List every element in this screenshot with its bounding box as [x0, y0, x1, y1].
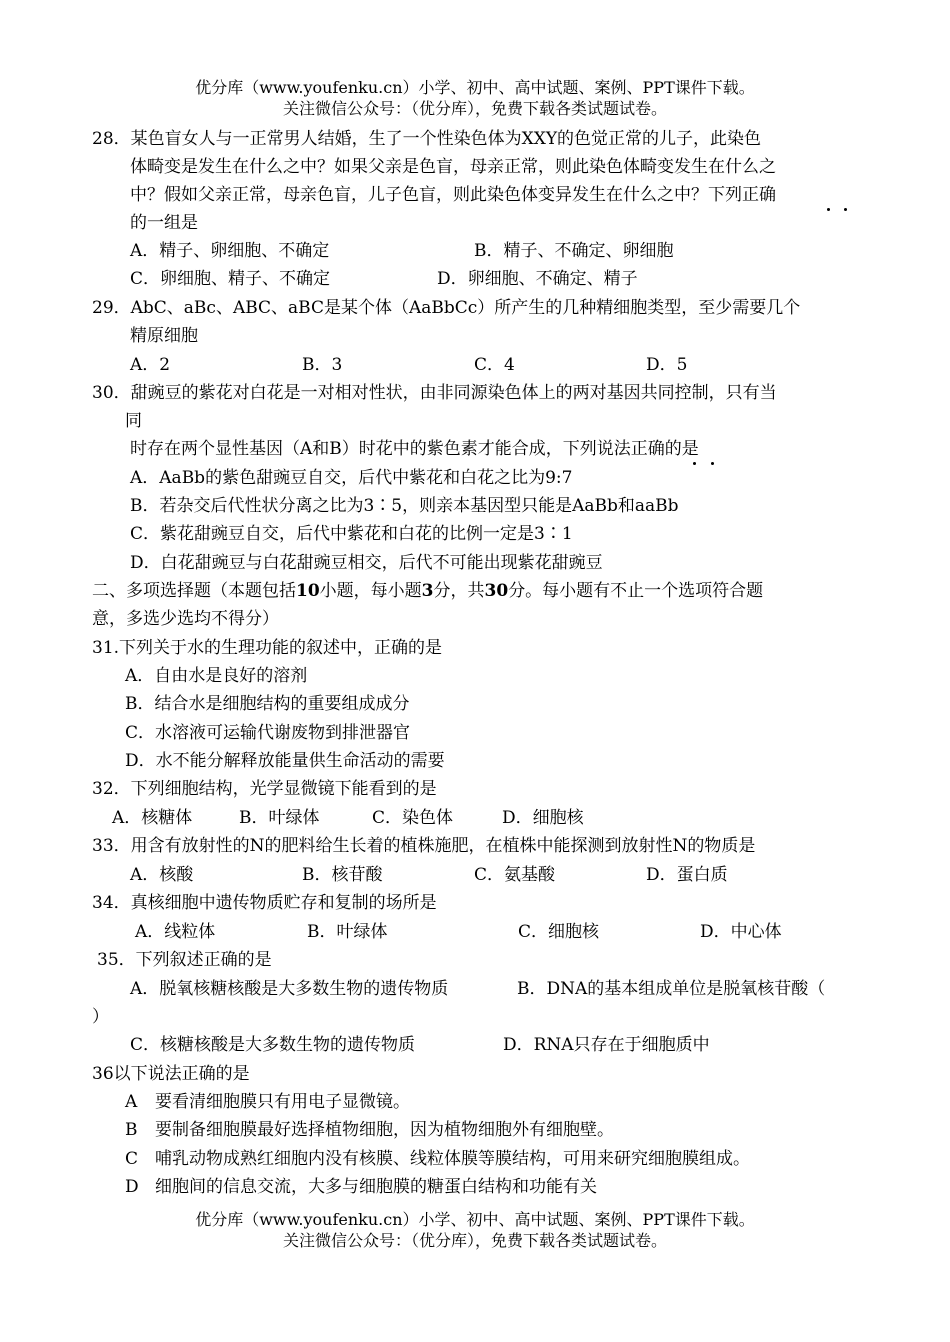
- q31-option-b: B．结合水是细胞结构的重要组成成分: [125, 694, 410, 714]
- footer-line-2: 关注微信公众号：（优分库），免费下载各类试题试卷。: [282, 1231, 667, 1250]
- q31-stem: 31.下列关于水的生理功能的叙述中，正确的是: [92, 638, 443, 658]
- q30-stem-line-3: 时存在两个显性基因（A和B）时花中的紫色素才能合成，下列说法正确的是: [130, 439, 699, 459]
- q29-option-d: D．5: [646, 355, 688, 375]
- q32-stem: 32．下列细胞结构，光学显微镜下能看到的是: [92, 779, 437, 799]
- footer-line-1: 优分库（www.youfenku.cn）小学、初中、高中试题、案例、PPT课件下载。: [195, 1210, 755, 1229]
- q33-stem: 33．用含有放射性的N的肥料给生长着的植株施肥，在植株中能探测到放射性N的物质是: [92, 836, 756, 856]
- q29-option-a: A．2: [130, 355, 171, 375]
- q33-option-a: A．核酸: [130, 865, 194, 885]
- q30-option-d: D．白花甜豌豆与白花甜豌豆相交，后代不可能出现紫花甜豌豆: [130, 553, 603, 573]
- q36-option-c-text: 哺乳动物成熟红细胞内没有核膜、线粒体膜等膜结构，可用来研究细胞膜组成。: [155, 1149, 750, 1169]
- q28-stem-line-1: 28．某色盲女人与一正常男人结婚，生了一个性染色体为XXY的色觉正常的儿子，此染色: [92, 129, 762, 149]
- q32-option-c: C．染色体: [372, 808, 454, 828]
- q36-option-b-text: 要制备细胞膜最好选择植物细胞，因为植物细胞外有细胞壁。: [155, 1120, 614, 1140]
- q36-option-a-label: A: [125, 1092, 138, 1112]
- q36-option-a-text: 要看清细胞膜只有用电子显微镜。: [155, 1092, 410, 1112]
- q34-option-d: D．中心体: [700, 922, 782, 942]
- q28-option-b: B．精子、不确定、卵细胞: [474, 241, 674, 261]
- q34-option-c: C．细胞核: [518, 922, 600, 942]
- q36-option-c-label: C: [125, 1149, 139, 1169]
- q30-option-c: C．紫花甜豌豆自交，后代中紫花和白花的比例一定是3∶1: [130, 524, 573, 544]
- q28-option-d: D．卵细胞、不确定、精子: [437, 269, 638, 289]
- section-2-heading-line-2: 意，多选少选均不得分）: [92, 609, 279, 629]
- q29-stem-line-1: 29．AbC、aBc、ABC、aBC是某个体（AaBbCc）所产生的几种精细胞类型，至少需要几个: [92, 298, 801, 318]
- q35-option-b-continued: ）: [92, 1007, 109, 1027]
- q32-option-d: D．细胞核: [502, 808, 584, 828]
- q36-stem: 36以下说法正确的是: [92, 1064, 250, 1084]
- header-line-2: 关注微信公众号：（优分库），免费下载各类试题试卷。: [282, 99, 667, 118]
- q30-option-b: B．若杂交后代性状分离之比为3∶5，则亲本基因型只能是AaBb和aaBb: [130, 496, 679, 516]
- q31-option-a: A．自由水是良好的溶剂: [125, 666, 308, 686]
- q35-option-c: C．核糖核酸是大多数生物的遗传物质: [130, 1035, 416, 1055]
- q35-stem: 35．下列叙述正确的是: [97, 950, 272, 970]
- q35-option-a: A．脱氧核糖核酸是大多数生物的遗传物质: [130, 979, 449, 999]
- q34-stem: 34．真核细胞中遗传物质贮存和复制的场所是: [92, 893, 437, 913]
- q36-option-d-label: D: [125, 1177, 139, 1197]
- q30-stem-line-2: 同: [125, 411, 142, 431]
- q31-option-c: C．水溶液可运输代谢废物到排泄器官: [125, 723, 411, 743]
- q33-option-c: C．氨基酸: [474, 865, 556, 885]
- q31-option-d: D．水不能分解释放能量供生命活动的需要: [125, 751, 445, 771]
- q30-stem-line-1: 30．甜豌豆的紫花对白花是一对相对性状，由非同源染色体上的两对基因共同控制，只有当: [92, 383, 777, 403]
- q34-option-b: B．叶绿体: [307, 922, 388, 942]
- q28-stem-line-4: 的一组是: [130, 213, 198, 233]
- emphasis-dot: [693, 462, 696, 465]
- emphasis-dot: [827, 208, 830, 211]
- q35-option-d: D．RNA只存在于细胞质中: [503, 1035, 710, 1055]
- q32-option-b: B．叶绿体: [239, 808, 320, 828]
- q32-option-a: A．核糖体: [112, 808, 193, 828]
- q29-option-b: B．3: [302, 355, 343, 375]
- q35-option-b: B．DNA的基本组成单位是脱氧核苷酸（: [517, 979, 826, 999]
- q36-option-d-text: 细胞间的信息交流，大多与细胞膜的糖蛋白结构和功能有关: [155, 1177, 597, 1197]
- emphasis-dot: [711, 462, 714, 465]
- q28-option-c: C．卵细胞、精子、不确定: [130, 269, 331, 289]
- q34-option-a: A．线粒体: [135, 922, 216, 942]
- q28-stem-line-3: 中？假如父亲正常，母亲色盲，儿子色盲，则此染色体变异发生在什么之中？下列正确: [130, 185, 776, 205]
- q29-stem-line-2: 精原细胞: [130, 326, 198, 346]
- section-2-heading: 二、多项选择题（本题包括10小题，每小题3分，共30分。每小题有不止一个选项符合题: [92, 581, 764, 601]
- q29-option-c: C．4: [474, 355, 515, 375]
- q33-option-b: B．核苷酸: [302, 865, 383, 885]
- emphasis-dot: [844, 208, 847, 211]
- q28-option-a: A．精子、卵细胞、不确定: [130, 241, 330, 261]
- q28-stem-line-2: 体畸变是发生在什么之中？如果父亲是色盲，母亲正常，则此染色体畸变发生在什么之: [130, 157, 776, 177]
- header-line-1: 优分库（www.youfenku.cn）小学、初中、高中试题、案例、PPT课件下载。: [195, 78, 755, 97]
- q30-option-a: A．AaBb的紫色甜豌豆自交，后代中紫花和白花之比为9:7: [130, 468, 573, 488]
- q33-option-d: D．蛋白质: [646, 865, 728, 885]
- q36-option-b-label: B: [125, 1120, 138, 1140]
